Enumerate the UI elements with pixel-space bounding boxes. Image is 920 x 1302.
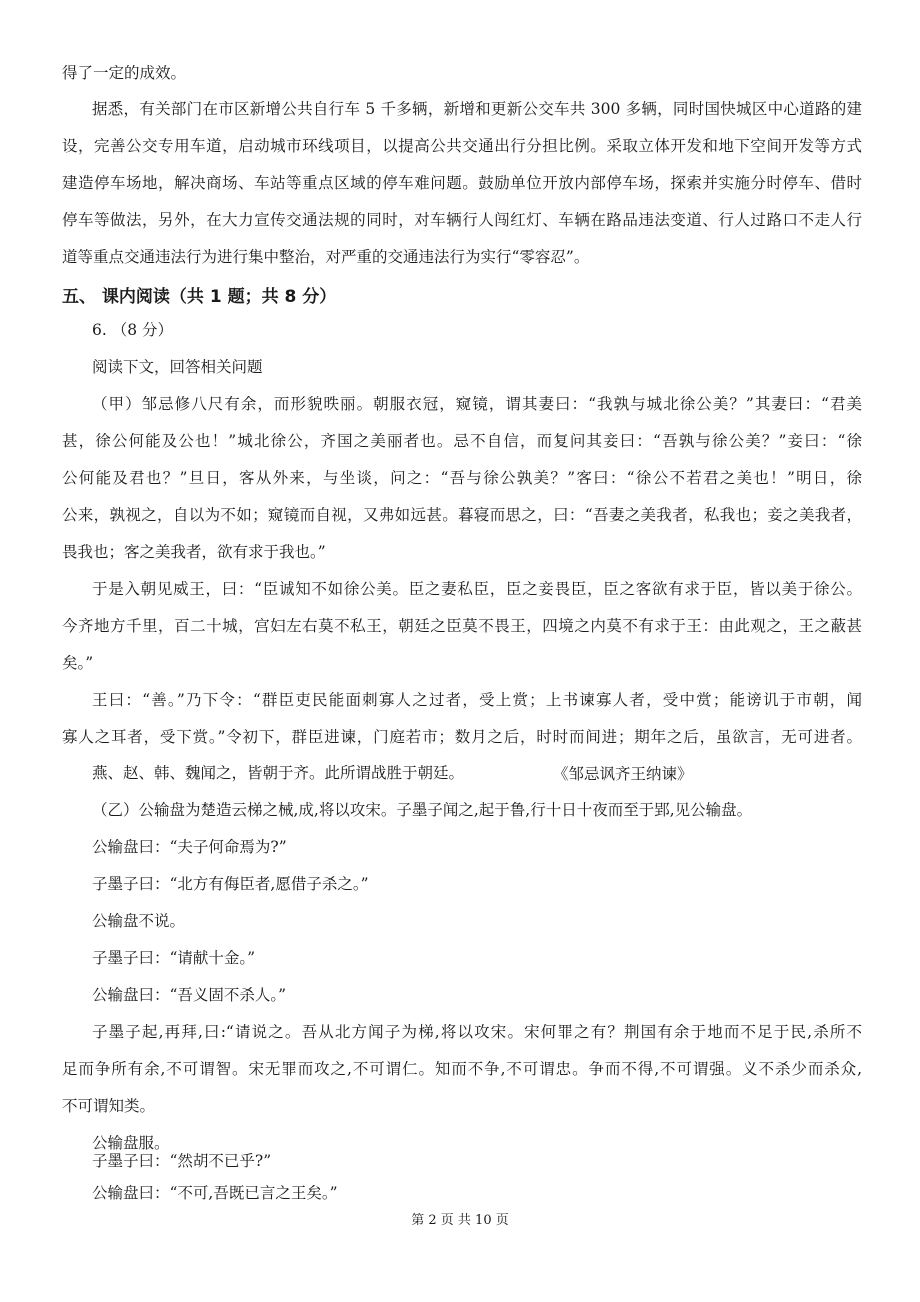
passage-text-line: 道等重点交通违法行为进行集中整治，对严重的交通违法行为实行“零容忍”。 — [62, 248, 590, 266]
question-number: 6. （8 分） — [92, 321, 174, 339]
yi-text-line: 不可谓知类。 — [62, 1097, 156, 1115]
jia-text-line: 甚，徐公何能及公也！”城北徐公，齐国之美丽者也。忌不自信，而复问其妾曰：“吾孰与徐公美？”妾曰：“徐 — [62, 432, 862, 450]
yi-text-line: 子墨子曰：“然胡不已乎?” — [92, 1152, 272, 1170]
passage-text-line: 设，完善公交专用车道，启动城市环线项目，以提高公共交通出行分担比例。采取立体开发和地下空间开发等方式 — [62, 137, 862, 155]
jia-text-line: 矣。” — [62, 654, 94, 672]
yi-text-line: 子墨子起,再拜,曰:“请说之。吾从北方闻子为梯,将以攻宋。宋何罪之有？荆国有余于地而不足于民,杀所不 — [92, 1023, 862, 1041]
yi-text-line: 子墨子曰：“北方有侮臣者,愿借子杀之。” — [92, 875, 369, 893]
jia-text-line: 寡人之耳者，受下赏。”令初下，群臣进谏，门庭若市；数月之后，时时而间进；期年之后，虽欲言，无可进者。 — [62, 728, 862, 746]
yi-text-line: 子墨子曰：“请献十金。” — [92, 949, 256, 967]
passage-text-line: 建造停车场地，解决商场、车站等重点区域的停车难问题。鼓励单位开放内部停车场，探索并实施分时停车、借时 — [62, 174, 862, 192]
passage-text-line: 得了一定的成效。 — [62, 64, 187, 82]
section-heading: 五、 课内阅读（共 1 题；共 8 分） — [62, 287, 337, 307]
jia-text-line: 今齐地方千里，百二十城，宫妇左右莫不私王，朝廷之臣莫不畏王，四境之内莫不有求于王：由此观之，王之蔽甚 — [62, 617, 862, 635]
page-footer: 第 2 页 共 10 页 — [411, 1213, 509, 1228]
jia-text-line: 于是入朝见威王，曰：“臣诚知不如徐公美。臣之妻私臣，臣之妾畏臣，臣之客欲有求于臣，皆以美于徐公。 — [92, 580, 862, 598]
jia-text-line: 畏我也；客之美我者，欲有求于我也。” — [62, 543, 326, 561]
yi-text-line: 公输盘曰：“吾义固不杀人。” — [92, 986, 287, 1004]
jia-text-line: 王曰：“善。”乃下令：“群臣吏民能面刺寡人之过者，受上赏；上书谏寡人者，受中赏；能谤讥于市朝，闻 — [92, 691, 862, 709]
yi-text-line: 公输盘不说。 — [92, 912, 186, 930]
yi-text-line: 公输盘曰：“夫子何命焉为?” — [92, 838, 287, 856]
source-citation: 《邹忌讽齐王纳谏》 — [553, 765, 693, 783]
jia-text-line: 公何能及君也？”旦日，客从外来，与坐谈，问之：“吾与徐公孰美？”客曰：“徐公不若君之美也！”明日，徐 — [62, 469, 862, 487]
jia-text-line: （甲）邹忌修八尺有余，而形貌昳丽。朝服衣冠，窥镜，谓其妻曰：“我孰与城北徐公美？”其妻曰：“君美 — [92, 395, 862, 413]
yi-text-line: （乙）公输盘为楚造云梯之械,成,将以攻宋。子墨子闻之,起于鲁,行十日十夜而至于郢,见公输盘。 — [92, 801, 753, 819]
jia-text-line: 公来，孰视之，自以为不如；窥镜而自视，又弗如远甚。暮寝而思之，曰：“吾妻之美我者，私我也；妾之美我者， — [62, 506, 862, 524]
passage-text-line: 据悉，有关部门在市区新增公共自行车 5 千多辆，新增和更新公交车共 300 多辆，同时国快城区中心道路的建 — [92, 100, 862, 118]
yi-text-line: 足而争所有余,不可谓智。宋无罪而攻之,不可谓仁。知而不争,不可谓忠。争而不得,不可谓强。义不杀少而杀众, — [62, 1060, 862, 1078]
passage-text-line: 停车等做法，另外，在大力宣传交通法规的同时，对车辆行人闯红灯、车辆在路品违法变道、行人过路口不走人行 — [62, 211, 862, 229]
question-instruction: 阅读下文，回答相关问题 — [92, 358, 263, 376]
yi-text-line: 公输盘服。 — [92, 1134, 170, 1152]
jia-text-line: 燕、赵、韩、魏闻之，皆朝于齐。此所谓战胜于朝廷。 — [92, 764, 465, 782]
yi-text-line: 公输盘曰：“不可,吾既已言之王矣。” — [92, 1184, 338, 1202]
